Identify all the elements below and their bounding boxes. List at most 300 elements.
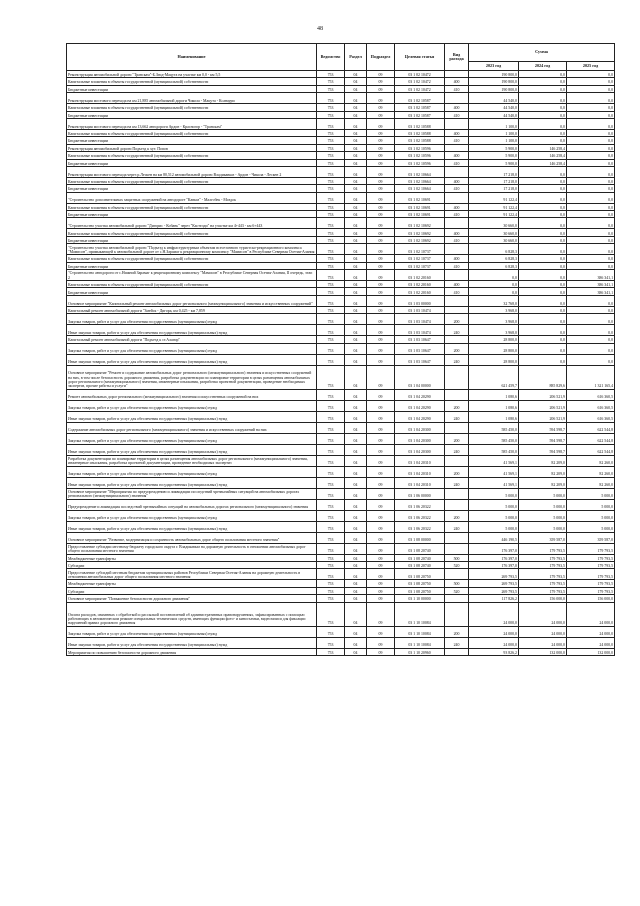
cell-vr xyxy=(445,336,469,343)
cell-name: Бюджетные инвестиции xyxy=(67,85,317,92)
cell-2025: 0,0 xyxy=(567,218,615,229)
cell-2023: 1 080,6 xyxy=(469,400,519,411)
cell-ved: 753 xyxy=(317,244,345,255)
cell-name: Предоставление субсидии местному бюджету городского округа г. Владикавказ на дорожную деятельность в отношении автомобильных дорог общего пользования местного значения xyxy=(67,543,317,554)
cell-vr: 400 xyxy=(445,281,469,288)
cell-podrazdel: 09 xyxy=(367,543,395,554)
cell-podrazdel: 09 xyxy=(367,433,395,444)
header-2023: 2023 год xyxy=(469,62,519,71)
cell-2023: 17 218,0 xyxy=(469,166,519,177)
table-row xyxy=(67,444,615,455)
cell-csr: 03 1 06 20322 xyxy=(395,499,445,510)
cell-podrazdel: 09 xyxy=(367,325,395,336)
cell-vr: 240 xyxy=(445,411,469,422)
cell-name: Основное мероприятие "Ремонт и содержание автомобильных дорог регионального (межмуниципального) значения и искусственных сооружений на них, в том числе безопасность дорожного движения, разработка документации по планировке территории в целях размещения автомобильных дорог регионального (межмуниципального) значения, инженерные изыскания, разработка проектной документации, проведение необходимых экспертиз, прочие работы и услуги" xyxy=(67,365,317,389)
table-row xyxy=(67,422,615,433)
cell-2023: 30 660,0 xyxy=(469,236,519,243)
cell-csr: 03 1 06 20322 xyxy=(395,510,445,521)
cell-csr: 03 1 02 10472 xyxy=(395,78,445,85)
cell-name: Ремонт автомобильных дорог регионального (межмуниципального) значения и искусственных сооружений на них xyxy=(67,389,317,400)
header-2024: 2024 год xyxy=(519,62,567,71)
cell-name: Предоставление субсидий местным бюджетам муниципальных районов Республики Северная Осетия-Алания на дорожную деятельность в отношении автомобильных дорог общего пользования местного значения xyxy=(67,569,317,580)
cell-csr: 03 1 02 10691 xyxy=(395,192,445,203)
cell-vr: 200 xyxy=(445,510,469,521)
cell-name: Капитальные вложения в объекты государственной (муниципальной) собственности xyxy=(67,255,317,262)
cell-ved: 753 xyxy=(317,144,345,151)
table-row xyxy=(67,203,615,210)
cell-vr xyxy=(445,455,469,466)
cell-vr: 410 xyxy=(445,85,469,92)
cell-csr: 03 1 02 10737 xyxy=(395,255,445,262)
cell-podrazdel: 09 xyxy=(367,211,395,218)
cell-ved: 753 xyxy=(317,281,345,288)
cell-vr: 200 xyxy=(445,343,469,354)
table-row xyxy=(67,192,615,203)
cell-ved: 753 xyxy=(317,104,345,111)
cell-2023: 0,0 xyxy=(469,270,519,281)
cell-csr: 03 1 02 10472 xyxy=(395,71,445,78)
cell-ved: 753 xyxy=(317,118,345,129)
cell-2025: 0,0 xyxy=(567,71,615,78)
cell-vr: 240 xyxy=(445,325,469,336)
cell-2023: 190 800,0 xyxy=(469,78,519,85)
table-row xyxy=(67,211,615,218)
cell-2025: 0,0 xyxy=(567,314,615,325)
cell-vr: 500 xyxy=(445,580,469,587)
cell-2023: 44 540,0 xyxy=(469,104,519,111)
cell-podrazdel: 09 xyxy=(367,554,395,561)
cell-ved: 753 xyxy=(317,389,345,400)
cell-ved: 753 xyxy=(317,85,345,92)
cell-name: "Строительство автодороги от с.Нижний Зарамаг к рекреационному комплексу "Мамисон" в Республике Северная Осетия-Алания, II очередь, этап 2 xyxy=(67,270,317,281)
cell-name: Реконструкция мостового перехода на км 21,885 автомобильной дороги Чикола - Мацута - Ксанаури xyxy=(67,93,317,104)
cell-ved: 753 xyxy=(317,587,345,594)
cell-podrazdel: 09 xyxy=(367,602,395,626)
cell-razdel: 04 xyxy=(345,343,367,354)
cell-2024: 24 000,0 xyxy=(519,602,567,626)
cell-2025: 82 260,0 xyxy=(567,466,615,477)
cell-csr: 03 1 08 20750 xyxy=(395,587,445,594)
cell-2023: 41 569,1 xyxy=(469,455,519,466)
cell-ved: 753 xyxy=(317,336,345,343)
cell-2023: 3 968,0 xyxy=(469,306,519,313)
cell-podrazdel: 09 xyxy=(367,532,395,543)
table-body xyxy=(67,71,615,656)
cell-razdel: 04 xyxy=(345,255,367,262)
table-row xyxy=(67,569,615,580)
table-row xyxy=(67,71,615,78)
cell-2023: 32 768,0 xyxy=(469,295,519,306)
cell-csr: 03 1 10 10084 xyxy=(395,626,445,637)
cell-razdel: 04 xyxy=(345,295,367,306)
cell-2024: 359 587,0 xyxy=(519,532,567,543)
table-row xyxy=(67,532,615,543)
cell-2025: 0,0 xyxy=(567,295,615,306)
cell-ved: 753 xyxy=(317,314,345,325)
cell-csr: 03 1 04 20310 xyxy=(395,455,445,466)
cell-vr: 410 xyxy=(445,236,469,243)
cell-vr xyxy=(445,648,469,655)
cell-2025: 0,0 xyxy=(567,262,615,269)
cell-vr: 400 xyxy=(445,203,469,210)
cell-2025: 82 260,0 xyxy=(567,477,615,488)
table-row xyxy=(67,325,615,336)
table-row xyxy=(67,365,615,389)
cell-razdel: 04 xyxy=(345,192,367,203)
cell-razdel: 04 xyxy=(345,569,367,580)
cell-2023: 5 000,0 xyxy=(469,510,519,521)
cell-name: Закупка товаров, работ и услуг для обеспечения государственных (муниципальных) нужд xyxy=(67,466,317,477)
cell-name: Капитальные вложения в объекты государственной (муниципальной) собственности xyxy=(67,78,317,85)
cell-razdel: 04 xyxy=(345,104,367,111)
cell-2024: 0,0 xyxy=(519,343,567,354)
cell-csr: 03 1 02 10664 xyxy=(395,177,445,184)
table-row xyxy=(67,129,615,136)
cell-2025: 0,0 xyxy=(567,192,615,203)
cell-vr xyxy=(445,422,469,433)
cell-2024: 5 000,0 xyxy=(519,499,567,510)
cell-razdel: 04 xyxy=(345,288,367,295)
cell-vr xyxy=(445,543,469,554)
cell-2025: 0,0 xyxy=(567,78,615,85)
cell-name: Бюджетные инвестиции xyxy=(67,262,317,269)
cell-name: Основное мероприятие "Капитальный ремонт автомобильных дорог регионального (межмуниципального) значения и искусственных сооружений" xyxy=(67,295,317,306)
cell-vr xyxy=(445,569,469,580)
cell-vr xyxy=(445,365,469,389)
cell-name: Иные закупки товаров, работ и услуг для обеспечения государственных (муниципальных) нужд xyxy=(67,411,317,422)
cell-name: Субсидии xyxy=(67,587,317,594)
cell-razdel: 04 xyxy=(345,118,367,129)
cell-ved: 753 xyxy=(317,185,345,192)
cell-name: Содержание автомобильных дорог регионального (межмуниципального) значения и искусственных сооружений на них xyxy=(67,422,317,433)
table-row xyxy=(67,166,615,177)
cell-razdel: 04 xyxy=(345,93,367,104)
cell-podrazdel: 09 xyxy=(367,203,395,210)
cell-vr: 520 xyxy=(445,587,469,594)
cell-podrazdel: 09 xyxy=(367,400,395,411)
cell-ved: 753 xyxy=(317,365,345,389)
cell-2023: 1 100,0 xyxy=(469,129,519,136)
cell-2025: 0,0 xyxy=(567,144,615,151)
cell-podrazdel: 09 xyxy=(367,314,395,325)
cell-vr xyxy=(445,93,469,104)
cell-csr: 03 1 02 10587 xyxy=(395,111,445,118)
cell-name: Иные закупки товаров, работ и услуг для обеспечения государственных (муниципальных) нужд xyxy=(67,325,317,336)
table-row xyxy=(67,244,615,255)
cell-razdel: 04 xyxy=(345,159,367,166)
cell-2023: 17 218,0 xyxy=(469,185,519,192)
cell-ved: 753 xyxy=(317,229,345,236)
cell-2025: 386 341,1 xyxy=(567,281,615,288)
table-row xyxy=(67,236,615,243)
table-row xyxy=(67,466,615,477)
cell-podrazdel: 09 xyxy=(367,152,395,159)
cell-2023: 190 800,0 xyxy=(469,71,519,78)
cell-name: Бюджетные инвестиции xyxy=(67,111,317,118)
cell-csr: 03 1 02 10692 xyxy=(395,229,445,236)
cell-ved: 753 xyxy=(317,602,345,626)
cell-2025: 82 260,0 xyxy=(567,455,615,466)
cell-2025: 5 000,0 xyxy=(567,499,615,510)
table-row xyxy=(67,554,615,561)
table-row xyxy=(67,411,615,422)
cell-razdel: 04 xyxy=(345,78,367,85)
cell-2025: 0,0 xyxy=(567,111,615,118)
cell-podrazdel: 09 xyxy=(367,521,395,532)
cell-2023: 1 080,6 xyxy=(469,411,519,422)
cell-podrazdel: 09 xyxy=(367,166,395,177)
cell-razdel: 04 xyxy=(345,400,367,411)
cell-2023: 5 900,0 xyxy=(469,159,519,166)
cell-podrazdel: 09 xyxy=(367,78,395,85)
cell-csr: 03 1 04 20310 xyxy=(395,466,445,477)
cell-name: Разработка документации по планировке территории в целях размещения автомобильных дорог регионального (межмуниципального) значения, инженерные изыскания, разработка проектной документации, проведение необходимых экспертиз xyxy=(67,455,317,466)
cell-2023: 0,0 xyxy=(469,281,519,288)
cell-2024: 0,0 xyxy=(519,306,567,313)
cell-razdel: 04 xyxy=(345,477,367,488)
table-row xyxy=(67,281,615,288)
cell-ved: 753 xyxy=(317,595,345,602)
cell-name: Бюджетные инвестиции xyxy=(67,185,317,192)
cell-csr: 03 1 02 20160 xyxy=(395,281,445,288)
table-row xyxy=(67,561,615,568)
cell-podrazdel: 09 xyxy=(367,354,395,365)
cell-2023: 446 190,5 xyxy=(469,532,519,543)
cell-2025: 0,0 xyxy=(567,104,615,111)
cell-2024: 0,0 xyxy=(519,288,567,295)
cell-csr: 03 1 08 20740 xyxy=(395,543,445,554)
cell-2023: 585 450,0 xyxy=(469,444,519,455)
cell-2025: 156 000,0 xyxy=(567,595,615,602)
cell-vr: 500 xyxy=(445,554,469,561)
cell-csr: 03 1 02 10691 xyxy=(395,211,445,218)
cell-razdel: 04 xyxy=(345,580,367,587)
cell-name: Реконструкция автомобильной дороги "Транскам"-Б.Згид-Мацута на участке км 0,0 - км 5,5 xyxy=(67,71,317,78)
cell-2023: 269 793,5 xyxy=(469,587,519,594)
cell-razdel: 04 xyxy=(345,203,367,210)
cell-razdel: 04 xyxy=(345,229,367,236)
cell-razdel: 04 xyxy=(345,499,367,510)
cell-name: Закупка товаров, работ и услуг для обеспечения государственных (муниципальных) нужд xyxy=(67,433,317,444)
cell-ved: 753 xyxy=(317,488,345,499)
table-row xyxy=(67,637,615,648)
cell-razdel: 04 xyxy=(345,561,367,568)
header-2025: 2025 год xyxy=(567,62,615,71)
cell-name: Капитальные вложения в объекты государственной (муниципальной) собственности xyxy=(67,203,317,210)
cell-2023: 5 000,0 xyxy=(469,521,519,532)
cell-name: Закупка товаров, работ и услуг для обеспечения государственных (муниципальных) нужд xyxy=(67,314,317,325)
cell-razdel: 04 xyxy=(345,211,367,218)
table-row xyxy=(67,255,615,262)
table-row xyxy=(67,314,615,325)
cell-podrazdel: 09 xyxy=(367,93,395,104)
cell-vr: 410 xyxy=(445,159,469,166)
cell-ved: 753 xyxy=(317,543,345,554)
cell-razdel: 04 xyxy=(345,455,367,466)
cell-razdel: 04 xyxy=(345,306,367,313)
cell-2024: 82 209,0 xyxy=(519,455,567,466)
cell-vr xyxy=(445,244,469,255)
cell-2024: 206 521,9 xyxy=(519,411,567,422)
cell-2024: 132 000,0 xyxy=(519,648,567,655)
cell-2024: 0,0 xyxy=(519,295,567,306)
cell-ved: 753 xyxy=(317,203,345,210)
cell-name: Основное мероприятие "Повышение безопасности дорожного движения" xyxy=(67,595,317,602)
cell-vr: 200 xyxy=(445,433,469,444)
cell-ved: 753 xyxy=(317,400,345,411)
cell-2025: 179 793,5 xyxy=(567,543,615,554)
cell-2025: 0,0 xyxy=(567,354,615,365)
cell-ved: 753 xyxy=(317,270,345,281)
table-row xyxy=(67,343,615,354)
cell-ved: 753 xyxy=(317,152,345,159)
cell-podrazdel: 09 xyxy=(367,306,395,313)
cell-razdel: 04 xyxy=(345,244,367,255)
cell-2024: 24 000,0 xyxy=(519,637,567,648)
cell-2024: 594 598,7 xyxy=(519,433,567,444)
cell-2025: 0,0 xyxy=(567,306,615,313)
cell-podrazdel: 09 xyxy=(367,561,395,568)
cell-csr: 03 1 04 20300 xyxy=(395,422,445,433)
cell-vr xyxy=(445,532,469,543)
cell-name: Закупка товаров, работ и услуг для обеспечения государственных (муниципальных) нужд xyxy=(67,400,317,411)
cell-razdel: 04 xyxy=(345,411,367,422)
table-row xyxy=(67,455,615,466)
cell-razdel: 04 xyxy=(345,543,367,554)
cell-name: Бюджетные инвестиции xyxy=(67,288,317,295)
cell-name: Капитальные вложения в объекты государственной (муниципальной) собственности xyxy=(67,152,317,159)
cell-2025: 0,0 xyxy=(567,177,615,184)
cell-ved: 753 xyxy=(317,262,345,269)
cell-2024: 594 598,7 xyxy=(519,444,567,455)
cell-csr: 03 1 02 10472 xyxy=(395,85,445,92)
cell-2025: 5 000,0 xyxy=(567,521,615,532)
cell-2024: 0,0 xyxy=(519,85,567,92)
table-row xyxy=(67,354,615,365)
cell-podrazdel: 09 xyxy=(367,85,395,92)
cell-vr: 410 xyxy=(445,185,469,192)
cell-2025: 359 587,0 xyxy=(567,532,615,543)
table-row xyxy=(67,602,615,626)
cell-2025: 616 360,5 xyxy=(567,400,615,411)
cell-csr: 03 1 02 10692 xyxy=(395,218,445,229)
cell-razdel: 04 xyxy=(345,444,367,455)
cell-podrazdel: 09 xyxy=(367,118,395,129)
cell-csr: 03 1 04 20300 xyxy=(395,444,445,455)
table-row xyxy=(67,159,615,166)
cell-ved: 753 xyxy=(317,236,345,243)
cell-podrazdel: 09 xyxy=(367,295,395,306)
cell-vr xyxy=(445,595,469,602)
cell-ved: 753 xyxy=(317,295,345,306)
cell-ved: 753 xyxy=(317,626,345,637)
cell-csr: 03 1 08 20740 xyxy=(395,554,445,561)
cell-razdel: 04 xyxy=(345,521,367,532)
table-row xyxy=(67,137,615,144)
cell-podrazdel: 09 xyxy=(367,411,395,422)
cell-2025: 24 000,0 xyxy=(567,637,615,648)
cell-2023: 6 828,3 xyxy=(469,262,519,269)
cell-razdel: 04 xyxy=(345,325,367,336)
cell-name: Капитальный ремонт автомобильной дороги "Подъезд к ст.Алагир" xyxy=(67,336,317,343)
cell-csr: 03 1 02 10587 xyxy=(395,93,445,104)
cell-2023: 41 569,1 xyxy=(469,477,519,488)
cell-vr xyxy=(445,488,469,499)
cell-podrazdel: 09 xyxy=(367,281,395,288)
cell-podrazdel: 09 xyxy=(367,244,395,255)
table-row xyxy=(67,336,615,343)
cell-ved: 753 xyxy=(317,532,345,543)
header-vr: Вид расхода xyxy=(445,44,469,71)
cell-razdel: 04 xyxy=(345,129,367,136)
cell-vr: 410 xyxy=(445,288,469,295)
cell-2023: 24 000,0 xyxy=(469,637,519,648)
cell-2023: 176 397,0 xyxy=(469,543,519,554)
table-row xyxy=(67,229,615,236)
cell-podrazdel: 09 xyxy=(367,177,395,184)
cell-csr: 03 1 02 10588 xyxy=(395,129,445,136)
cell-razdel: 04 xyxy=(345,554,367,561)
cell-2025: 0,0 xyxy=(567,229,615,236)
table-row xyxy=(67,85,615,92)
cell-csr: 03 1 10 10084 xyxy=(395,637,445,648)
cell-2025: 386 341,1 xyxy=(567,288,615,295)
cell-name: Капитальный ремонт автомобильной дороги "Змейск - Дигора, км 0,425 - км 7,859 xyxy=(67,306,317,313)
cell-csr: 03 1 08 20750 xyxy=(395,580,445,587)
cell-csr: 03 1 03 10474 xyxy=(395,325,445,336)
cell-2025: 0,0 xyxy=(567,166,615,177)
header-sum: Сумма xyxy=(469,44,615,62)
cell-2024: 5 000,0 xyxy=(519,488,567,499)
cell-vr xyxy=(445,71,469,78)
cell-podrazdel: 09 xyxy=(367,422,395,433)
cell-2023: 91 122,4 xyxy=(469,211,519,218)
cell-2023: 269 793,5 xyxy=(469,580,519,587)
cell-csr: 03 1 02 10588 xyxy=(395,137,445,144)
cell-vr: 410 xyxy=(445,137,469,144)
cell-ved: 753 xyxy=(317,343,345,354)
cell-podrazdel: 09 xyxy=(367,270,395,281)
cell-2024: 82 209,0 xyxy=(519,477,567,488)
cell-vr xyxy=(445,306,469,313)
cell-2023: 269 793,5 xyxy=(469,569,519,580)
cell-2024: 146 258,4 xyxy=(519,159,567,166)
cell-name: Реконструкция автомобильной дороги Подъезд к хут. Попов xyxy=(67,144,317,151)
cell-2024: 594 598,7 xyxy=(519,422,567,433)
cell-ved: 753 xyxy=(317,218,345,229)
cell-2024: 0,0 xyxy=(519,336,567,343)
cell-razdel: 04 xyxy=(345,488,367,499)
cell-vr xyxy=(445,166,469,177)
cell-podrazdel: 09 xyxy=(367,104,395,111)
cell-razdel: 04 xyxy=(345,185,367,192)
cell-razdel: 04 xyxy=(345,236,367,243)
table-row xyxy=(67,543,615,554)
cell-vr xyxy=(445,499,469,510)
cell-csr: 03 1 02 10596 xyxy=(395,152,445,159)
cell-vr: 240 xyxy=(445,354,469,365)
table-row xyxy=(67,306,615,313)
cell-2024: 179 793,5 xyxy=(519,587,567,594)
cell-2023: 5 000,0 xyxy=(469,488,519,499)
cell-name: Закупка товаров, работ и услуг для обеспечения государственных (муниципальных) нужд xyxy=(67,510,317,521)
cell-2024: 0,0 xyxy=(519,262,567,269)
header-ved: Ведомство xyxy=(317,44,345,71)
cell-csr: 03 1 04 20310 xyxy=(395,477,445,488)
cell-2023: 28 800,0 xyxy=(469,343,519,354)
cell-razdel: 04 xyxy=(345,532,367,543)
cell-2024: 5 000,0 xyxy=(519,510,567,521)
